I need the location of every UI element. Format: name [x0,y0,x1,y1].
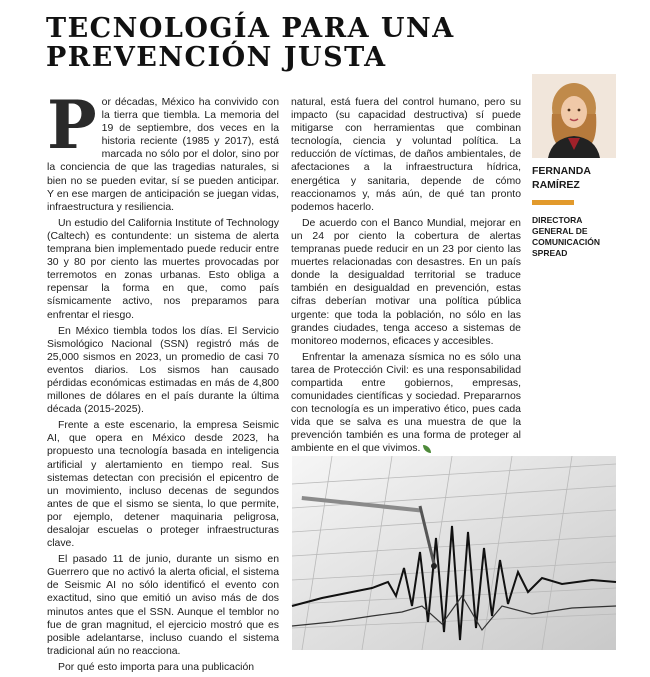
title-line-2: PREVENCIÓN JUSTA [46,42,387,73]
paragraph: Un estudio del California Institute of Technology (Caltech) es contundente: un sistema de alerta temprana bien implementado puede reducir entre 30 y 80 por ciento las muertes provocadas por terremotos en zonas urbanas. Esto obliga a repensar la forma en que, como país sísmicamente activo, nos preparamos para enfrentar el riesgo. [47,217,279,321]
accent-bar [532,200,574,205]
paragraph: En México tiembla todos los días. El Servicio Sismológico Nacional (SSN) registró más de 25,000 sismos en 2023, un promedio de casi 70 eventos diarios. Los sismos han causado pérdidas económicas estimadas en más de 4,800 millones de dólares en el país durante la última década (2015-2025). [47,325,279,416]
column-left [47,86,279,677]
paragraph: natural, está fuera del control humano, pero su impacto (su capacidad destructiva) sí puede mitigarse con herramientas que combinan tecnología, ciencia y voluntad política. La reducción de víctimas, de daños ambientales, de afectaciones a la infraestructura hídrica, energética y sanitaria, depende de cómo reaccionamos y, más aún, de qué tan pronto podemos hacerlo. [291,97,521,213]
author-role: DIRECTORA GENERAL DE COMUNICACIÓN SPREAD [532,215,600,258]
seismograph-photo [292,456,616,650]
article-title [46,14,466,72]
paragraph: Por décadas, México ha convivido con la tierra que tiembla. La memoria del 19 de septiembre, dos veces en la historia reciente (1985 y 2017), está marcada no sólo por el dolor, sino por la conciencia de que las tragedias naturales, si bien no se pueden evitar, sí se pueden anticipar. Y en ese margen de anticipación se juegan vidas, infraestructura y resiliencia. [47,86,279,213]
author-portrait [532,74,616,158]
paragraph: Frente a este escenario, la empresa Seismic AI, que opera en México desde 2023, ha propuesto una tecnología basada en inteligencia artificial y alertamiento en tiempo real. Sus sistemas detectan con precisión el epicentro de un movimiento, incluso decenas de segundos antes de que el sismo se sienta, lo que permite, por ejemplo, detener maquinaria peligrosa, desalojar escuelas o proteger infraestructuras clave. [47,420,279,550]
author-avatar [532,74,616,158]
paragraph: El pasado 11 de junio, durante un sismo en Guerrero que no activó la alerta oficial, el sistema de Seismic AI no sólo identificó el evento con exactitud, sino que emitió un aviso más de dos minutos antes que el SSN. Aunque el temblor no fue de gran magnitud, el ejercicio mostró que es posible adelantarse, incluso cuando el sistema tradicional aún no reacciona. [47,554,279,657]
paragraph: Por qué esto importa para una publicación [58,661,255,673]
leaf-icon [423,445,431,453]
title-line-1: TECNOLOGÍA PARA UNA [46,13,455,44]
drop-cap: P [47,86,97,164]
paragraph: De acuerdo con el Banco Mundial, mejorar en un 24 por ciento la cobertura de alertas tempranas puede reducir en un 23 por ciento las muertes relacionadas con desastres. En un país donde la desigualdad territorial se traduce también en desigualdad en prevención, estas cifras deberían motivar una política pública urgente: que toda la población, no sólo en las grandes ciudades, tenga acceso a sistemas de monitoreo modernos, eficaces y accesibles. [291,217,521,347]
column-right [291,96,521,459]
author-name: FERNANDA RAMÍREZ [532,165,591,191]
seismograph-illustration [292,456,616,650]
paragraph: Enfrentar la amenaza sísmica no es sólo una tarea de Protección Civil: es una responsabilidad compartida entre gobiernos, empresas, comunidades científicas y sociedad. Prepararnos con tecnología es un imperativo ético, pues cada vida que se salva es una muestra de que la prevención también es una forma de proteger al ambiente en el que vivimos. [291,351,521,455]
